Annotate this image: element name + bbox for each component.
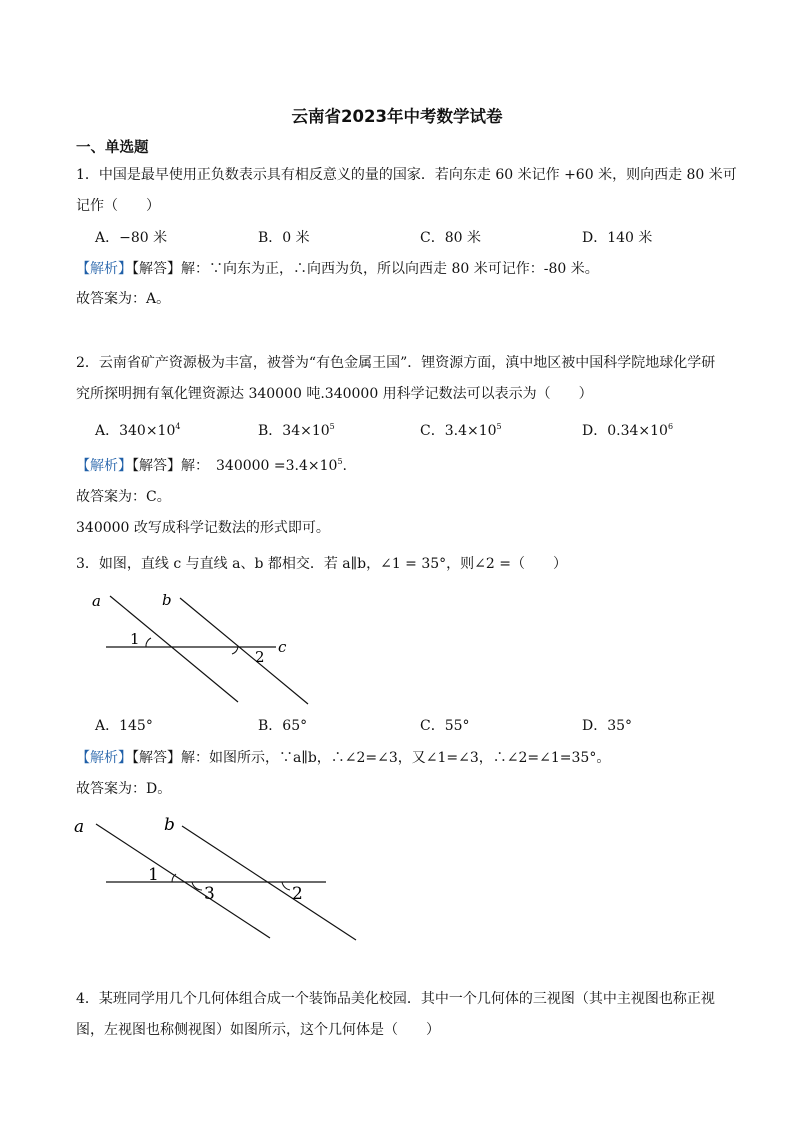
- question-4-line-2: 图，左视图也称侧视图）如图所示，这个几何体是（ ）: [76, 1022, 440, 1038]
- angle-3-arc: [192, 882, 202, 890]
- question-3-option-a: A．145°: [95, 718, 153, 734]
- question-3-solution-figure: [72, 808, 362, 946]
- question-1-option-d: D．140 米: [582, 230, 653, 246]
- label-angle-2: 2: [255, 648, 265, 666]
- question-4-line-1: 4．某班同学用几个几何体组合成一个装饰品美化校园．其中一个几何体的三视图（其中主视图也称正视: [76, 991, 715, 1007]
- question-3-option-c: C．55°: [420, 718, 470, 734]
- label-a: a: [74, 817, 85, 837]
- label-c: c: [278, 638, 287, 656]
- question-2-answer: 故答案为：C。: [76, 489, 171, 505]
- line-b: [180, 598, 308, 704]
- question-2-option-b: B．$34\times 10^5$: [258, 422, 335, 439]
- question-3-option-d: D．35°: [582, 718, 633, 734]
- question-2-option-d: D．$0.34\times 10^6$: [582, 422, 674, 439]
- label-angle-1: 1: [130, 630, 140, 648]
- label-a: a: [92, 592, 101, 610]
- question-2-line-1: 2．云南省矿产资源极为丰富，被誉为“有色金属王国”．锂资源方面，滇中地区被中国科学院地球化学研: [76, 355, 716, 371]
- analysis-text: 【解答】解：如图所示，∵a∥b，∴∠2=∠3，又∠1=∠3，∴∠2=∠1=35°。: [132, 750, 611, 766]
- line-b: [182, 826, 356, 940]
- label-angle-2: 2: [292, 884, 303, 904]
- line-a: [96, 824, 270, 938]
- question-3-figure: [80, 588, 320, 708]
- analysis-text: 【解答】解： 340000 =3.4×10: [132, 458, 338, 474]
- question-3-answer: 故答案为：D。: [76, 781, 172, 797]
- angle-1-arc: [172, 874, 176, 882]
- question-2-line-2: 究所探明拥有氧化锂资源达 340000 吨.340000 用科学记数法可以表示为（ ）: [76, 386, 593, 402]
- question-3-analysis: [76, 751, 610, 765]
- angle-2-arc: [232, 647, 238, 654]
- section-heading: 一、单选题: [76, 140, 149, 156]
- question-1-option-b: B．0 米: [258, 230, 310, 246]
- line-a: [110, 596, 238, 702]
- angle-1-arc: [146, 638, 151, 647]
- question-2-option-c: C．$3.4\times 10^5$: [420, 422, 502, 439]
- label-b: b: [164, 815, 175, 835]
- question-3-line-1: 3．如图，直线 c 与直线 a、b 都相交．若 a∥b，∠1 = 35°，则∠2 =（ ）: [76, 556, 567, 572]
- question-2-analysis: 【解析】【解答】解： $340000 =3.4\times 10^5$.: [76, 457, 347, 474]
- analysis-tag: 【解析】: [76, 750, 132, 766]
- question-1-answer: 故答案为：A。: [76, 291, 171, 307]
- question-2-note: 340000 改写成科学记数法的形式即可。: [76, 520, 330, 536]
- analysis-tag: 【解析】: [76, 261, 132, 277]
- question-1-option-c: C．80 米: [420, 230, 481, 246]
- page-title: 云南省2023年中考数学试卷: [291, 107, 503, 126]
- question-1-line-1: 1．中国是最早使用正负数表示具有相反意义的量的国家．若向东走 60 米记作 +60 米，则向西走 80 米可: [76, 167, 737, 183]
- angle-2-arc: [282, 882, 290, 890]
- label-angle-3: 3: [204, 884, 215, 904]
- question-1-analysis: [76, 262, 599, 276]
- analysis-text: 【解答】解：∵向东为正，∴向西为负，所以向西走 80 米可记作：-80 米。: [132, 261, 599, 277]
- label-b: b: [162, 591, 172, 609]
- question-3-option-b: B．65°: [258, 718, 308, 734]
- question-1-line-2: 记作（ ）: [76, 198, 160, 214]
- question-2-option-a: A．$340\times 10^4$: [95, 422, 181, 439]
- question-1-option-a: A．−80 米: [95, 230, 168, 246]
- label-angle-1: 1: [148, 865, 159, 885]
- analysis-tag: 【解析】: [76, 458, 132, 474]
